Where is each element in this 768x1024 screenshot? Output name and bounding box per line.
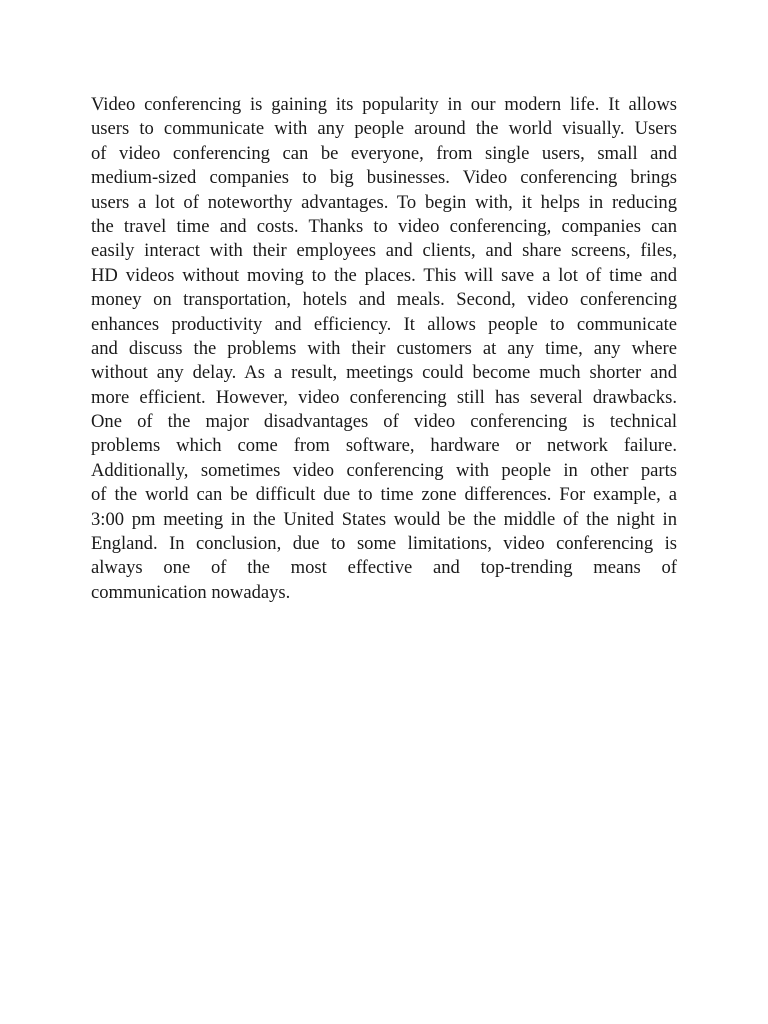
paragraph-line: always one of the most effective and top-trending means of <box>91 557 677 579</box>
paragraph-line: the travel time and costs. Thanks to video conferencing, companies can <box>91 215 677 237</box>
paragraph-line: users a lot of noteworthy advantages. To begin with, it helps in reducing <box>91 191 677 213</box>
paragraph-line: and discuss the problems with their customers at any time, any where <box>91 337 677 359</box>
paragraph-line: more efficient. However, video conferencing still has several drawbacks. <box>91 386 677 408</box>
paragraph-line: Video conferencing is gaining its popularity in our modern life. It allows <box>91 94 677 115</box>
paragraph-line: Additionally, sometimes video conferencing with people in other parts <box>91 459 677 481</box>
paragraph-line: without any delay. As a result, meetings could become much shorter and <box>91 362 677 384</box>
paragraph-line: communication nowadays. <box>91 581 291 603</box>
paragraph-line: 3:00 pm meeting in the United States would be the middle of the night in <box>91 508 677 530</box>
paragraph-line: enhances productivity and efficiency. It allows people to communicate <box>91 313 677 335</box>
paragraph-line: HD videos without moving to the places. This will save a lot of time and <box>91 264 677 286</box>
paragraph-line: easily interact with their employees and clients, and share screens, files, <box>91 240 677 262</box>
paragraph-line: of video conferencing can be everyone, from single users, small and <box>91 142 677 164</box>
paragraph-line: of the world can be difficult due to time zone differences. For example, a <box>91 484 677 506</box>
paragraph-line: users to communicate with any people around the world visually. Users <box>91 118 677 140</box>
paragraph-line: money on transportation, hotels and meals. Second, video conferencing <box>91 289 677 311</box>
paragraph-line: England. In conclusion, due to some limitations, video conferencing is <box>91 533 677 555</box>
paragraph-line: One of the major disadvantages of video conferencing is technical <box>91 411 677 433</box>
document-paragraph <box>91 93 677 605</box>
paragraph-line: medium-sized companies to big businesses. Video conferencing brings <box>91 167 677 189</box>
paragraph-line: problems which come from software, hardware or network failure. <box>91 435 677 457</box>
